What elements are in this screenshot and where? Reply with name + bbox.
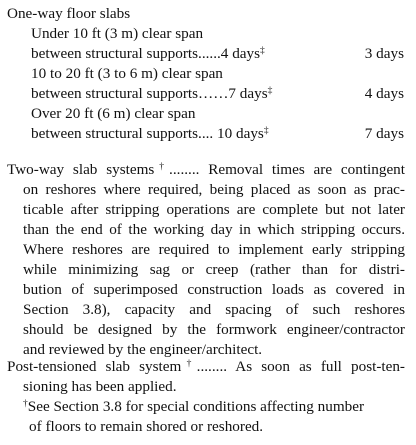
oneway-row-3-line2: between structural supports.... 10 days‡: [31, 125, 269, 142]
posttensioned-first-line: Post-tensioned slab system†........ As soon as full post-ten-: [7, 358, 405, 375]
oneway-row-3-value: 7 days: [364, 125, 404, 142]
oneway-row-2-line2: between structural supports……7 days‡: [31, 85, 273, 102]
twoway-line: Section 3.8), capacity and spacing of such reshores: [23, 301, 405, 318]
twoway-line: Where reshores are required to implement early stripping: [23, 241, 405, 258]
oneway-row-1-value: 3 days: [364, 45, 404, 62]
dagger-mark: †: [23, 398, 28, 409]
dagger-mark: †: [154, 161, 170, 172]
oneway-row-2-line1: 10 to 20 ft (3 to 6 m) clear span: [31, 65, 223, 82]
twoway-line: than the end of the working day in which stripping occurs.: [23, 221, 405, 238]
footnote-line2: of floors to remain shored or reshored.: [29, 418, 264, 435]
oneway-heading: One-way floor slabs: [7, 5, 131, 22]
double-dagger-mark: ‡: [267, 85, 273, 96]
double-dagger-mark: ‡: [260, 45, 265, 56]
twoway-line: on reshores where required, being placed as soon as prac-: [23, 181, 405, 198]
posttensioned-line2: sioning has been applied.: [23, 378, 177, 395]
oneway-row-1-line1: Under 10 ft (3 m) clear span: [31, 25, 204, 42]
twoway-line: should be designed by the formwork engineer/contractor: [23, 321, 405, 338]
oneway-row-2-value: 4 days: [364, 85, 404, 102]
double-dagger-mark: ‡: [263, 125, 269, 136]
footnote-line1: †See Section 3.8 for special conditions affecting number: [23, 398, 365, 415]
twoway-line: while minimizing sag or creep (rather than for distri-: [23, 261, 405, 278]
twoway-first-line: Two-way slab systems†........ Removal times are contingent: [7, 161, 405, 178]
twoway-line: ticable after stripping operations are complete but not later: [23, 201, 405, 218]
twoway-line: bution of superimposed construction loads as covered in: [23, 281, 405, 298]
oneway-row-1-line2: between structural supports......4 days‡: [31, 45, 265, 62]
twoway-line-last: and reviewed by the engineer/architect.: [23, 341, 263, 358]
dagger-mark: †: [181, 358, 197, 369]
oneway-row-3-line1: Over 20 ft (6 m) clear span: [31, 105, 196, 122]
